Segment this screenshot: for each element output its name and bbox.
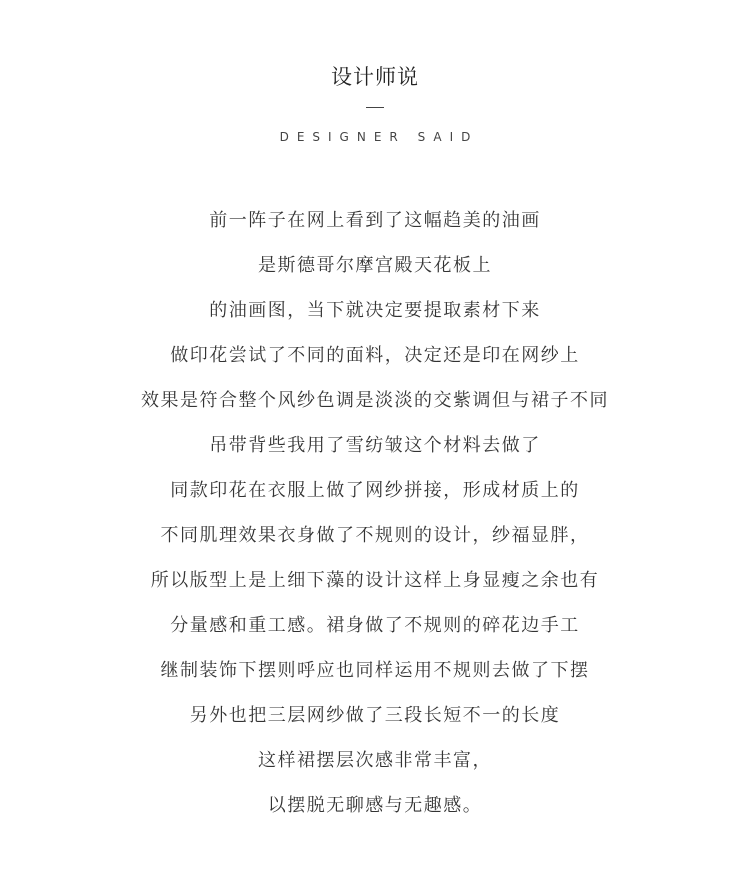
page-title: 设计师说 — [331, 65, 419, 89]
body-line: 是斯德哥尔摩宫殿天花板上 — [258, 255, 492, 276]
body-line: 继制装饰下摆则呼应也同样运用不规则去做了下摆 — [160, 660, 590, 681]
body-line: 不同肌理效果衣身做了不规则的设计，纱福显胖， — [160, 525, 590, 546]
body-line: 另外也把三层网纱做了三段长短不一的长度 — [189, 705, 561, 726]
body-line: 所以版型上是上细下藻的设计这样上身显瘦之余也有 — [150, 570, 600, 591]
body-text — [0, 205, 750, 835]
body-line: 前一阵子在网上看到了这幅趋美的油画 — [209, 210, 541, 231]
page-subtitle: DESIGNER SAID — [279, 130, 479, 144]
body-line: 分量感和重工感。裙身做了不规则的碎花边手工 — [170, 615, 580, 636]
body-line: 以摆脱无聊感与无趣感。 — [267, 795, 483, 816]
body-line: 效果是符合整个风纱色调是淡淡的交紫调但与裙子不同 — [141, 390, 609, 411]
title-divider — [366, 107, 384, 108]
body-line: 同款印花在衣服上做了网纱拼接，形成材质上的 — [170, 480, 580, 501]
body-line: 吊带背些我用了雪纺皱这个材料去做了 — [209, 435, 541, 456]
body-line: 的油画图，当下就决定要提取素材下来 — [209, 300, 541, 321]
body-line: 这样裙摆层次感非常丰富， — [258, 750, 492, 771]
body-line: 做印花尝试了不同的面料，决定还是印在网纱上 — [170, 345, 580, 366]
